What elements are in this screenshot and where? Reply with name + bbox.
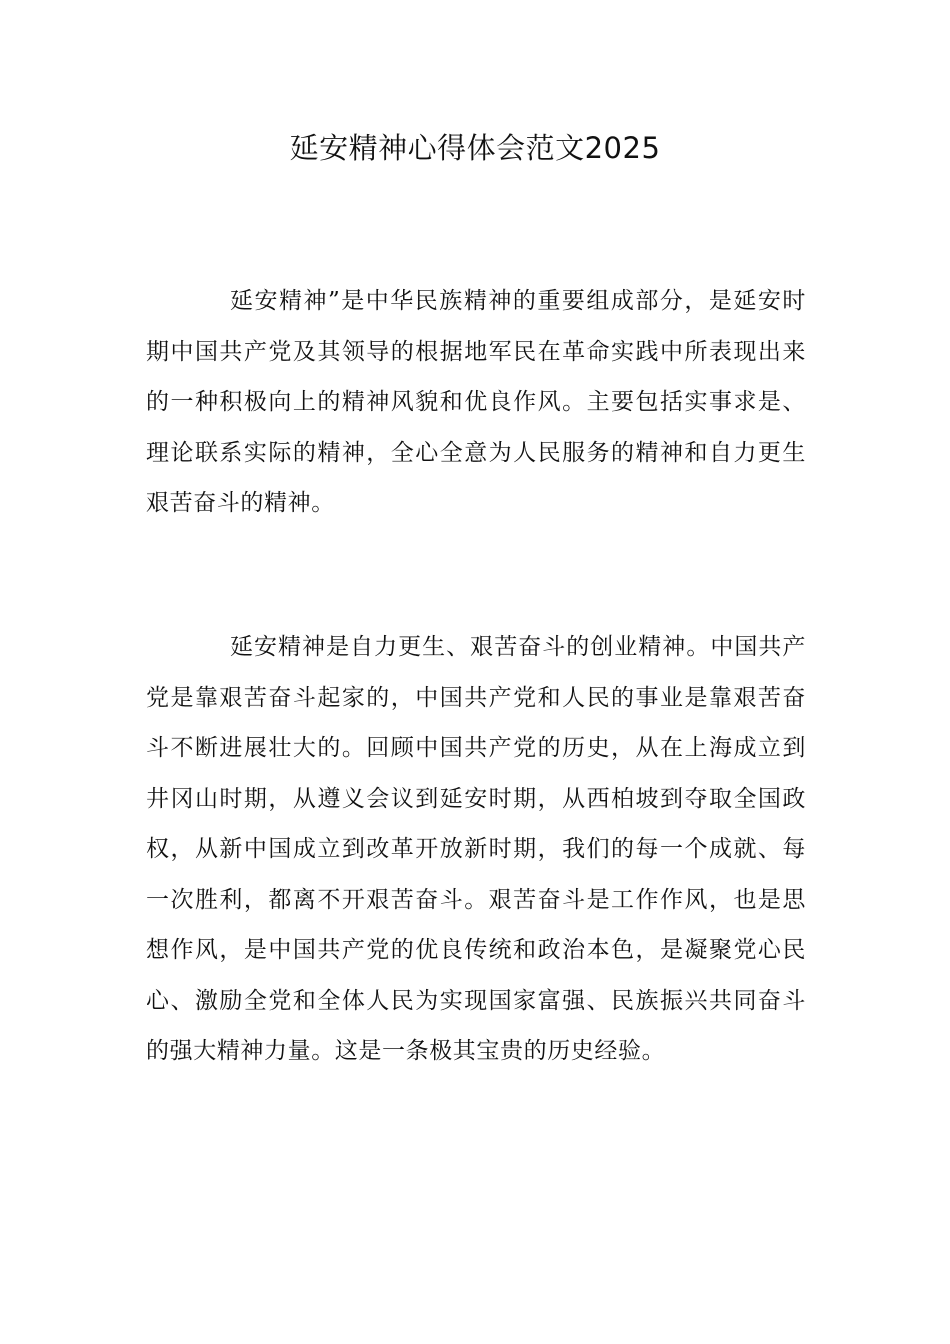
paragraph-1: 延安精神”是中华民族精神的重要组成部分，是延安时期中国共产党及其领导的根据地军民在革命实践中所表现出来的一种积极向上的精神风貌和优良作风。主要包括实事求是、理论联系实际的精神，全心全意为人民服务的精神和自力更生艰苦奋斗的精神。 (146, 288, 806, 516)
paragraph-2: 延安精神是自力更生、艰苦奋斗的创业精神。中国共产党是靠艰苦奋斗起家的，中国共产党和人民的事业是靠艰苦奋斗不断进展壮大的。回顾中国共产党的历史，从在上海成立到井冈山时期，从遵义会议到延安时期，从西柏坡到夺取全国政权，从新中国成立到改革开放新时期，我们的每一个成就、每一次胜利，都离不开艰苦奋斗。艰苦奋斗是工作作风，也是思想作风，是中国共产党的优良传统和政治本色，是凝聚党心民心、激励全党和全体人民为实现国家富强、民族振兴共同奋斗的强大精神力量。这是一条极其宝贵的历史经验。 (146, 634, 806, 1064)
document-title: 延安精神心得体会范文2025 (289, 131, 661, 165)
